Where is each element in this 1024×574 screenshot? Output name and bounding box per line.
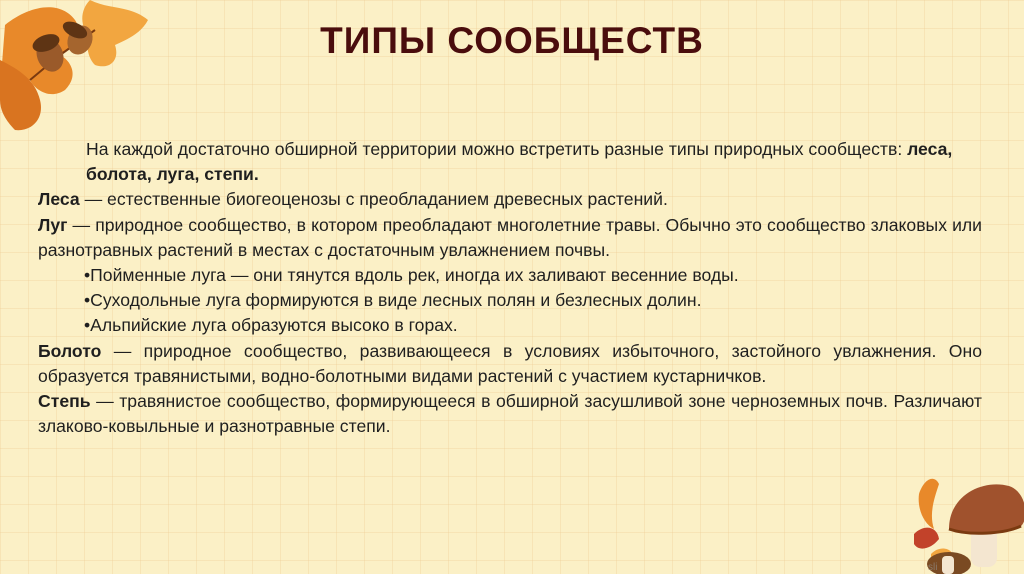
meadow-text: — природное сообщество, в котором преобладают многолетние травы. Обычно это сообщество злаковых или разнотравных растений в местах с достаточным увлажнением почвы.: [38, 214, 982, 260]
intro-community-list: леса, болота, луга, степи.: [86, 139, 953, 185]
slide-title: ТИПЫ СООБЩЕСТВ: [320, 20, 704, 61]
intro-text: На каждой достаточно обширной территории можно встретить разные типы природных сообществ:: [86, 139, 908, 159]
steppe-definition: [38, 389, 982, 439]
meadow-definition: [38, 213, 982, 263]
steppe-text: — травянистое сообщество, формирующееся в обширной засушливой зоне черноземных почв. Различают злаково-ковыльные и разнотравные степи.: [38, 391, 982, 437]
meadow-term: Луг: [38, 214, 68, 235]
intro-paragraph: [38, 137, 982, 187]
slide-body: [38, 137, 982, 439]
meadow-type-item: •Альпийские луга образуются высоко в горах.: [84, 315, 458, 336]
steppe-term: Степь: [38, 391, 91, 412]
watermark: sli: [928, 562, 938, 573]
forest-definition: [38, 187, 982, 212]
mushroom-icon: [909, 464, 1024, 574]
swamp-definition: [38, 339, 982, 389]
swamp-term: Болото: [38, 340, 102, 361]
meadow-type-item: •Пойменные луга — они тянутся вдоль рек, иногда их заливают весенние воды.: [84, 265, 739, 286]
forest-term: Леса: [38, 189, 80, 210]
forest-text: — естественные биогеоценозы с преобладанием древесных растений.: [79, 189, 668, 210]
swamp-text: — природное сообщество, развивающееся в условиях избыточного, застойного увлажнения. Оно образуется травянистыми, водно-болотными видами растений с участием кустарничков.: [38, 340, 982, 386]
meadow-type-item: •Суходольные луга формируются в виде лесных полян и безлесных долин.: [84, 290, 702, 311]
